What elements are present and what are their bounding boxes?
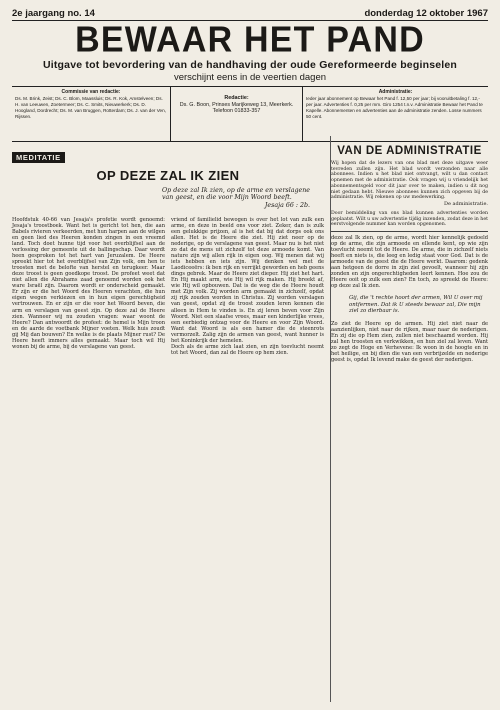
newspaper-subtitle: Uitgave tot bevordering van de handhaving der oude Gereformeerde beginselen [42, 59, 458, 71]
article-paragraph: Hoofdstuk 40-66 van Jesaja's profetie wordt genoemd: Jesaja's troostboek. Want het is gericht tot hen, die aan Babels rivieren verkeerden, met hun harpen aan de wilgen en geen lied des Heeren konden zingen in een vreemd land. Toch doet hunne tijd voor het overblijfsel aan de verlossing der gemeente uit de ballingschap. Daar wordt heen gesproken tot het hart van Jeruzalem. De Heere spreekt hier tot het overblijfsel van Zijn volk, om hen te troosten met de belofte van herstel en terugkeer. Maar deze troost is geen goedkope troost. De profeet weet dat niet allen die Abrahams zaad genoemd worden ook het ware Israël zijn. Daarom wordt er onderscheid gemaakt. Er zijn er die het Woord des Heeren verachten, die hun eigen wegen verkiezen en in hun eigen gerechtigheid vertrouwen. En er zijn er die voor het Woord beven, die arm en verslagen van geest zijn. Op deze zal de Heere zien. Wanneer wij nu zouden vragen: waar woont de Heere? Dan antwoordt de profeet: de hemel is Mijn troon en de aarde de voetbank Mijner voeten. Welk huis zoudt gij Mij dan bouwen? En welke is de plaats Mijner rust? De Heere heeft immers alles gemaakt. Maar toch wil Hij wonen bij de arme, bij de verslagene van geest. [12, 216, 165, 350]
newspaper-page [12, 8, 488, 702]
administration-title: VAN DE ADMINISTRATIE [337, 145, 482, 157]
article-continuation-2: Zo ziet de Heere op de armen. Hij ziet niet naar de aanzienlijken, niet naar de rijken, maar naar de nederigen. En zij die op Hem zien, zullen niet beschaamd worden. Hij zal hen troosten en verkwikken, en hun ziel zal leven. Want zo zegt de Hoge en Verhevene: Ik woon in de hoogte en in het heilige, en bij dien die van een verbrijzelde en nederige geest is, opdat Ik levend make de geest der nederigen. [331, 320, 488, 364]
administration-notice: Wij hopen dat de lezers van ons blad met deze uitgave weer tevreden zullen zijn. Het blad wordt verzonden naar alle abonnees. Indien u het blad niet ontvangt, wilt u dan contact opnemen met de administratie. Ook vragen wij u vriendelijk het abonnementsgeld voor dit jaar over te maken, indien u dit nog niet gedaan hebt. Nieuwe abonnees kunnen zich opgeven bij de administratie. Wij rekenen op uw medewerking. [331, 161, 488, 201]
administration-heading: Administratie: [378, 89, 413, 95]
meditation-article [12, 145, 324, 363]
administration-text: Ieder jaar abonnement op Bewaar het Pand f. 12,50 per jaar; bij vooruitbetaling f. 12,- per jaar. Advertenties f. 0,25 per mm. Giro 1254 t.n.v. Administratie Bewaar het Pand te Kapelle. Abonnementen en advertenties aan de administratie zenden. Losse nummers 50 cent. [306, 96, 483, 119]
issue-date: donderdag 12 oktober 1967 [364, 8, 488, 19]
publication-frequency: verschijnt eens in de veertien dagen [173, 72, 327, 83]
editorial-heading: Redactie: [224, 95, 249, 101]
article-columns [12, 217, 324, 356]
advertising-notice: Door bemiddeling van ons blad kunnen advertenties worden geplaatst. Wilt u uw advertentie tijdig inzenden, zodat deze in het eerstvolgende nummer kan worden opgenomen. [331, 210, 488, 228]
article-continuation: deze zal Ik zien, op de arme, wordt hier kennelijk gedoeld op de arme, die zijn armoede en ellende kent, op wie zijn toevlucht neemt tot de Heere. De arme, die in zichzelf niets heeft en niets is, die leeg en ledig staat voor God. Dat is de armoede van de geest die de Heere werkt. Daarom: gedenk aan hetgeen de dorre in zijn ziel gevoelt, wanneer hij zijn zonden en zijn ongerechtigheden leert kennen. Hoe zou de Heere ooit op zulk een zien? En toch, zo spreekt de Heere: op deze zal Ik zien. [331, 235, 488, 290]
newspaper-title: BEWAAR HET PAND [75, 20, 425, 60]
column-divider [330, 136, 331, 702]
article-paragraph: Doch als de arme zich laat zien, en zijn toevlucht neemt tot het Woord, dan zal de Heere op hem zien. [171, 343, 324, 356]
issue-number: 2e jaargang no. 14 [12, 8, 95, 19]
article-paragraph: vriend of familielid bewogen is over het lot van zulk een arme, en deze in beeld ons voor ziet. Zeker, dan is zulk een gelukkige prijzen, al is het dat bij dat dorps ook ons allen. Het is de Heere die ziet. Hij ziet neer op de nederige, op de verslagene van geest. Maar nu is het niet zo dat de mens uit zichzelf tot deze armoede komt. Van nature zijn wij allen rijk in eigen oog. Wij menen dat wij iets hebben en iets zijn. Wij denken wel met de Laodiceeërs: ik ben rijk en verrijkt geworden en heb geens dings gebrek. Maar de Heere ziet dieper. Hij ziet het hart. En Hij maakt arm, wie Hij wil rijk maken. Hij breekt af, wie Hij wil opbouwen. Dat is de weg die de Heere houdt met Zijn volk. Zij worden arm gemaakt in zichzelf, opdat zij rijk zouden worden in Christus. Zij worden verslagen van geest, opdat zij de troost zouden leren kennen die alleen in Hem te vinden is. En zij leren beven voor Zijn Woord. Niet een slaafse vrees, maar een kinderlijke vrees, een eerbiedig ontzag voor de Heere en voor Zijn Woord. Want dat Woord is als een hamer die de steenrots vermorzelt. Zalig zijn de armen van geest, want hunner is het Koninkrijk der hemelen. [171, 216, 324, 344]
divider [331, 231, 488, 232]
committee-text: Ds. M. Brink, Zeist; Ds. C. Blom, Maassluis; Ds. R. Kok, Amstelveen; Ds. H. van Leeuwen, Zoetermeer; Ds. C. Smits, Nieuwerkerk; Ds. D. Hoogland, Dordrecht; Ds. M. van Bruggen, Rotterdam; Ds. J. van der Ven, Rijssen. [15, 96, 166, 119]
article-column-1 [12, 217, 165, 356]
bible-quote: Op deze zal Ik zien, op de arme en verslagene van geest, en die voor Mijn Woord beeft. [162, 187, 310, 202]
editorial-box [170, 87, 302, 141]
section-label: MEDITATIE [12, 152, 65, 163]
administration-column [331, 145, 488, 363]
article-column-2 [171, 217, 324, 356]
administration-signature: De administratie. [443, 200, 488, 207]
editorial-text: Ds. G. Boon, Prinses Marijkeweg 13, Meerkerk. Telefoon 01833-357 [179, 101, 294, 115]
psalm-verse: Gij, die 't rechte hoort der armen, Wil U over mij ontfermen. Dat ik U steeds bewaar zal, Die mijn ziel zo dierbaar is. [349, 295, 483, 315]
page-body [12, 145, 488, 363]
masthead-info [12, 86, 488, 142]
bible-reference: Jesaja 66 : 2b. [264, 201, 310, 209]
article-title: OP DEZE ZAL IK ZIEN [96, 168, 240, 183]
administration-box [302, 87, 488, 141]
committee-heading: Commissie van redactie: [61, 89, 121, 95]
committee-box [12, 87, 170, 141]
top-line [12, 8, 488, 21]
